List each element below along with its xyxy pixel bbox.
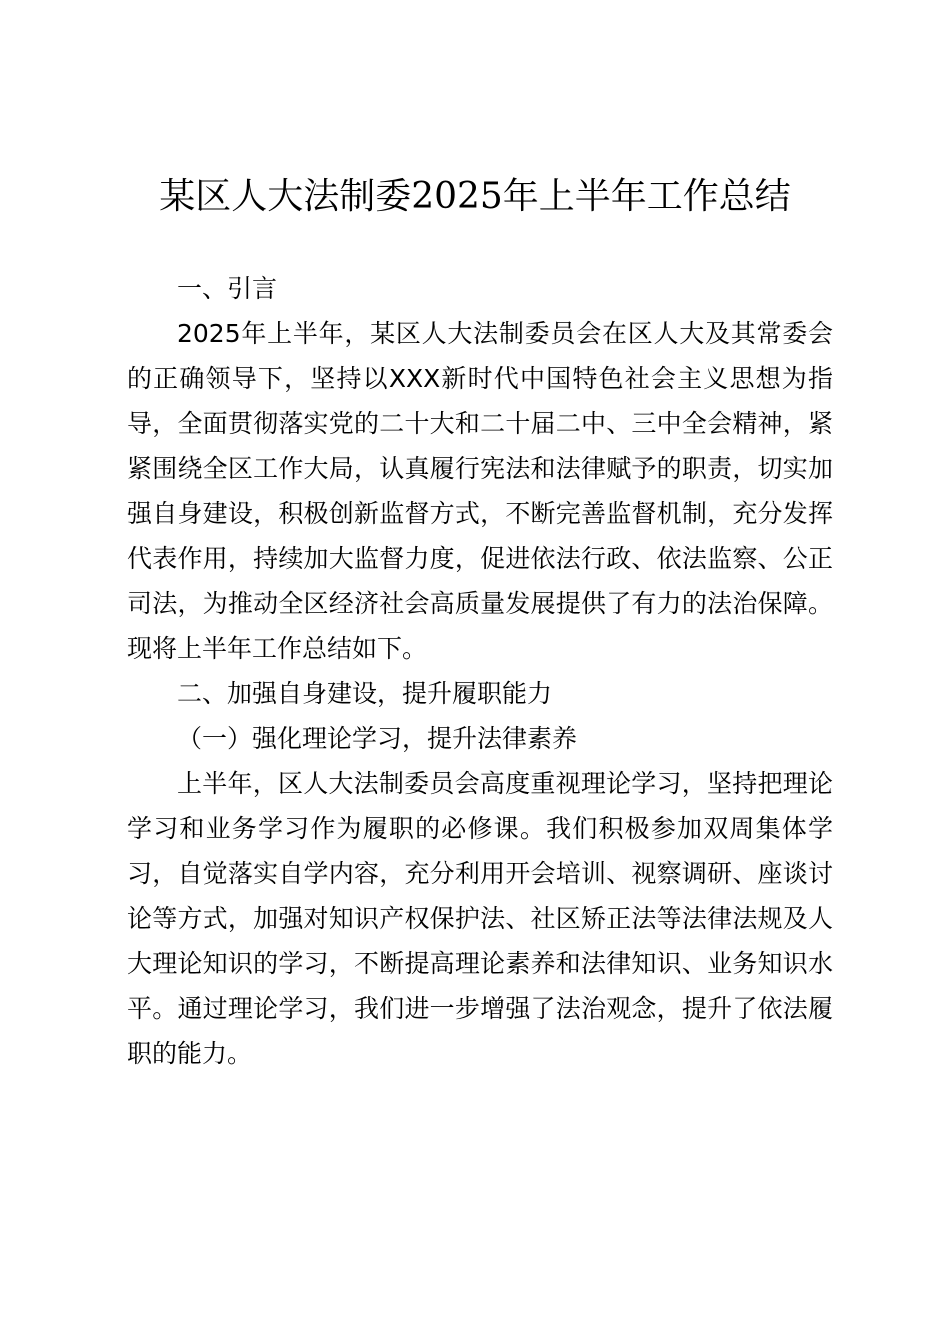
section-heading-2: 二、加强自身建设，提升履职能力 (177, 679, 553, 708)
document-title: 某区人大法制委2025年上半年工作总结 (159, 176, 791, 217)
document-body (127, 266, 833, 1076)
subsection-paragraph-1: 上半年，区人大法制委员会高度重视理论学习，坚持把理论学习和业务学习作为履职的必修课。我们积极参加双周集体学习，自觉落实自学内容，充分利用开会培训、视察调研、座谈讨论等方式，加强对知识产权保护法、社区矫正法等法律法规及人大理论知识的学习，不断提高理论素养和法律知识、业务知识水平。通过理论学习，我们进一步增强了法治观念，提升了依法履职的能力。 (127, 769, 833, 1068)
intro-paragraph: 2025年上半年，某区人大法制委员会在区人大及其常委会的正确领导下，坚持以XXX新时代中国特色社会主义思想为指导，全面贯彻落实党的二十大和二十届二中、三中全会精神，紧紧围绕全区工作大局，认真履行宪法和法律赋予的职责，切实加强自身建设，积极创新监督方式，不断完善监督机制，充分发挥代表作用，持续加大监督力度，促进依法行政、依法监察、公正司法，为推动全区经济社会高质量发展提供了有力的法治保障。现将上半年工作总结如下。 (127, 319, 833, 663)
section-heading-intro: 一、引言 (177, 274, 278, 303)
subsection-heading-1: （一）强化理论学习，提升法律素养 (177, 724, 578, 753)
